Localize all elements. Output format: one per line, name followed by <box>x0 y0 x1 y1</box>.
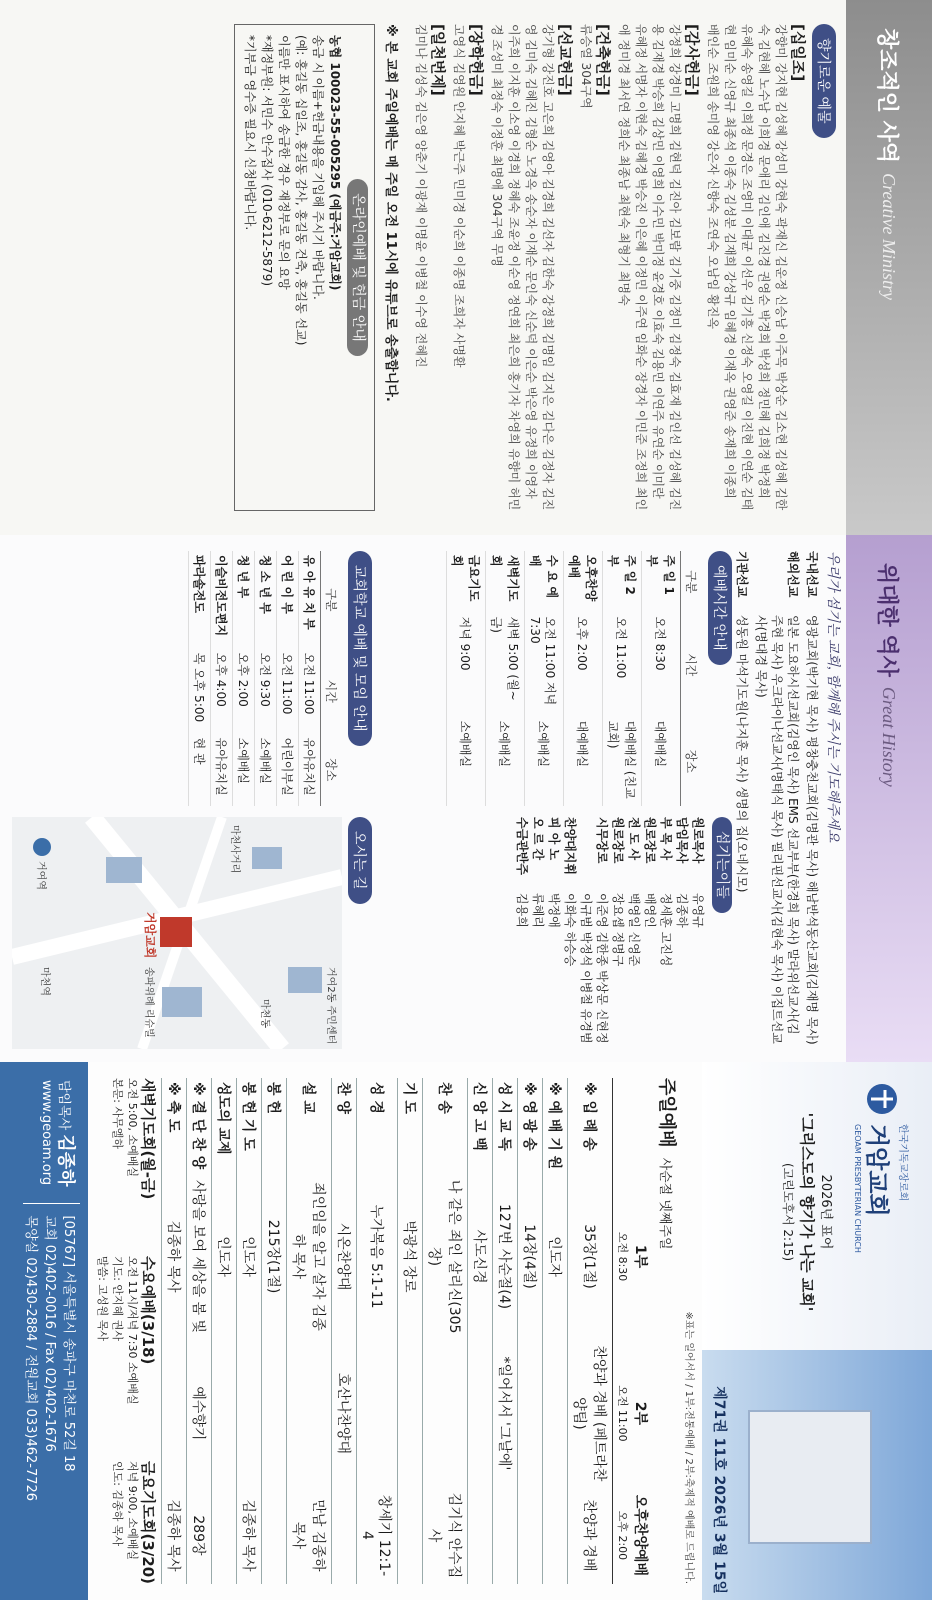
server-names: 이화숙 하승승 <box>563 893 577 967</box>
service-col-name: 1부 <box>632 1244 648 1269</box>
online-line: 송금 시 이름+헌금내용을 기입해 주시기 바랍니다. <box>311 35 325 300</box>
offering-group-heading: [선교헌금] <box>556 24 574 96</box>
year-motto: '그리스도의 향기가 나는 교회' <box>798 1112 816 1312</box>
church-name: 거암교회 <box>863 1124 891 1217</box>
order-cell <box>237 1340 262 1487</box>
prayer-line: 인도: 김종하 목사 <box>111 1461 124 1547</box>
cell: 대예배실 <box>642 717 681 806</box>
panel-title: 위대한 역사 <box>874 563 900 677</box>
worship-time-tag: 예배시간 안내 <box>708 551 732 665</box>
table-row <box>486 551 525 806</box>
issue-line: 제71권 11호 2026년 3월 15일 <box>711 1386 727 1594</box>
offering-tag: 향기로운 예물 <box>812 24 836 138</box>
offering-group-heading: [일천번제] <box>429 24 447 96</box>
order-cell <box>518 1340 543 1487</box>
order-label: 봉 헌 기 도 <box>237 1078 262 1173</box>
prayer-meeting <box>95 1078 155 1199</box>
cell: 유아유치실 <box>299 734 321 806</box>
cell: 어린이부실 <box>277 734 299 806</box>
offering-names: 김미나 김성숙 김은영 양춘기 이광재 이명윤 이병철 이수영 전혜진 <box>414 24 428 368</box>
server-row <box>530 817 546 1047</box>
col-header: 장소 <box>321 734 343 806</box>
address: [05767] 서울특별시 송파구 마천로 52길 18 <box>61 1215 76 1472</box>
order-cell: 나 같은 죄인 살리신(305장) <box>423 1173 468 1340</box>
offering-names: 강정희 강경미 고명희 김현덕 김진아 김보람 김기중 김정미 김정숙 김효재 김인선 김성혜 김진용 김재경 박승희 김상민 이영희 이수민 박미정 윤경호 이효숙 김용민 이연주 유연순 이미란 유혜정 서명자 이현숙 김혜경 박승진 이은혜 이정민 이주연 임화순 장경자 이민준 조정희 최인애 정미경 최서연 정희순 최종남 최현숙 최형기 최명숙 <box>617 24 682 511</box>
order-cell: 35장(1절) <box>568 1173 613 1340</box>
pastor-label: 담임목사 <box>56 1080 71 1131</box>
cell: 현 관 <box>189 734 211 806</box>
server-row <box>514 817 530 1047</box>
order-cell <box>423 1340 468 1487</box>
servers-list <box>514 817 706 1047</box>
mission-row <box>753 551 801 1046</box>
server-row <box>690 817 706 1047</box>
worship-time-block <box>446 551 732 806</box>
phone-secondary: 목양실 02)430-2884 / 전원교회 033)462-7726 <box>23 1215 38 1502</box>
table-row <box>189 551 211 806</box>
school-table <box>188 551 342 806</box>
cell: 목 오후 5:00 <box>189 649 211 734</box>
table-row <box>564 551 603 806</box>
online-title: 온라인예배 및 헌금 안내 <box>347 179 368 356</box>
server-names: 박정애 <box>547 893 561 928</box>
table-row <box>299 551 321 806</box>
prayer-line: 말씀: 고성원 목사 <box>96 1255 109 1342</box>
cell: 오전 11:00 저녁 7:30 <box>525 613 564 717</box>
order-cell <box>332 1487 357 1584</box>
history-panel <box>0 535 932 1062</box>
order-cell: 인도자 <box>543 1173 568 1340</box>
phone: 교회 02)402-0016 / Fax 02)402-1676 <box>42 1215 57 1452</box>
map-label: 마천역 <box>39 967 50 996</box>
order-cell: 찬양과 경배 (페트라찬양팀) <box>568 1340 613 1487</box>
table-row <box>603 551 642 806</box>
order-cell: 14장(4절) <box>518 1173 543 1340</box>
server-row <box>626 817 642 1047</box>
offering-names: 고영식 김영원 안지혜 박근주 민미경 이순희 이종명 조희자 사명환 <box>452 24 466 368</box>
service-col-time: 오전 11:00 <box>616 1385 629 1442</box>
server-row <box>546 817 562 1047</box>
offering-list <box>234 0 846 535</box>
mission-text: 성동원 마석기도원(나지훈 목사) 생명의 집(오네시모) <box>735 615 749 893</box>
map-label: 거암교회 <box>143 912 157 959</box>
motto-reference: (고린도후서 2:15) <box>781 1162 795 1262</box>
prayer-time: 오전 11시/저녁 7:30 소예배실 <box>126 1255 139 1405</box>
online-line: (예: 홍길동 십일조, 홍길동 감사, 홍길동 건축, 홍길동 선교) <box>294 35 308 346</box>
building-icon <box>162 987 202 1017</box>
order-row <box>493 1078 518 1584</box>
map-label: 마천사거리 <box>229 825 240 874</box>
row-label: 새벽기도회 <box>486 551 525 613</box>
cover-header <box>702 1062 932 1600</box>
cell: 오전 11:00 <box>603 613 642 717</box>
panel-title-en: Creative Ministry <box>879 173 900 300</box>
service-subtitle: 사순절 넷째주일 <box>657 1157 672 1250</box>
order-cell: 289장 <box>187 1487 212 1584</box>
mission-text: 일본 도요하시선교회(김영인 목사) EMS 선교부부(한경희 목사) 말라위선교사(김주현 목사) 우크라이나선교사(명태식 목사) 필리핀선교사(김현숙 목사) 이집트선교사(명대경 목사) <box>754 615 800 1044</box>
server-role: 피 아 노 <box>547 817 561 861</box>
order-label: ※ 축 도 <box>162 1078 187 1173</box>
order-row <box>162 1078 187 1584</box>
offering-group-heading: [십일조] <box>789 24 807 82</box>
row-label: 파라솔전도 <box>189 551 211 649</box>
server-role: 원로목사 <box>691 817 705 864</box>
col-header: 시간 <box>681 613 703 717</box>
server-role: 부 목 사 <box>659 817 673 861</box>
cell: 오전 8:30 <box>642 613 681 717</box>
order-row <box>287 1078 332 1584</box>
map-label: 마천동 <box>259 999 270 1028</box>
server-row <box>642 817 658 1047</box>
col-header: 장소 <box>681 717 703 806</box>
cell: 오전 11:00 <box>299 649 321 734</box>
prayer-title: 금요기도회(3/20) <box>139 1461 157 1584</box>
col-header: 구분 <box>321 551 343 649</box>
church-name-en: GEOAM PRESBYTERIAN CHURCH <box>853 1124 862 1253</box>
col-header: 시간 <box>321 649 343 734</box>
order-row <box>187 1078 212 1584</box>
server-role: 오 르 간 <box>531 817 545 861</box>
order-row <box>237 1078 262 1584</box>
service-title: 주일예배 <box>656 1078 677 1148</box>
online-offering-box <box>234 24 375 511</box>
cell: 저녁 9:00 <box>447 613 486 717</box>
great-history-band <box>846 535 932 1062</box>
mission-row <box>804 551 820 1046</box>
order-label: 기 도 <box>398 1078 423 1173</box>
order-label: 성 시 교 독 <box>493 1078 518 1173</box>
youtube-notice: ※ 본 교회 주일예배는 매 주일 오전 11시에 유튜브로 송출합니다. <box>383 24 398 402</box>
order-cell <box>468 1340 493 1487</box>
server-role: 담임목사 <box>675 817 689 864</box>
church-marker-icon <box>160 917 192 947</box>
server-role: 원로장로 <box>643 817 657 864</box>
church-footer <box>0 1062 88 1600</box>
order-cell: 김종하 목사 <box>162 1173 187 1340</box>
offering-group <box>577 24 611 511</box>
order-cell: 김기식 안수집사 <box>423 1487 468 1584</box>
order-label: ※ 영 광 송 <box>518 1078 543 1173</box>
prayer-title: 새벽기도회(월-금) <box>139 1078 157 1200</box>
row-label: 오후찬양예배 <box>564 551 603 613</box>
order-cell: 사도신경 <box>468 1173 493 1340</box>
server-role: 전 도 사 <box>627 817 641 861</box>
subway-icon <box>33 838 51 856</box>
servers-block <box>514 817 732 1047</box>
order-cell: *일어서서 '그날에' <box>493 1340 518 1487</box>
offering-names: 류승열 304구역 <box>579 24 593 109</box>
map-label: 송파위례 리슈빌 <box>143 967 154 1038</box>
order-cell <box>543 1340 568 1487</box>
table-row <box>277 551 299 806</box>
map-label: 거여2동 주민센터 <box>325 967 336 1045</box>
school-tag: 교회학교 예배 및 모임 안내 <box>348 551 372 746</box>
order-label: 신 앙 고 백 <box>468 1078 493 1173</box>
order-cell <box>212 1340 237 1487</box>
worship-order-panel <box>0 1062 932 1600</box>
cell: 유아유치실 <box>211 734 233 806</box>
building-icon <box>288 967 322 993</box>
prayer-title: 수요예배(3/18) <box>139 1255 157 1365</box>
order-row <box>518 1078 543 1584</box>
row-label: 청 소 년 부 <box>255 551 277 649</box>
server-row <box>610 817 626 1047</box>
motto-label: 2026년 표어 <box>818 1174 833 1250</box>
offering-group <box>704 24 806 511</box>
order-label: 성 경 <box>357 1078 398 1173</box>
order-label: 설 교 <box>287 1078 332 1173</box>
server-names: 정세훈 고진성 <box>659 893 673 967</box>
church-logo-icon <box>866 1082 900 1116</box>
directions-tag: 오시는 길 <box>348 817 372 904</box>
order-cell <box>262 1340 287 1487</box>
order-cell: 인도자 <box>237 1173 262 1340</box>
order-row <box>262 1078 287 1584</box>
cell: 오전 9:30 <box>255 649 277 734</box>
prayer-line: 본문: 사무엘하 <box>111 1078 124 1149</box>
server-names: 장요셉 정명구 <box>611 893 625 967</box>
worship-time-table <box>446 551 702 806</box>
cell: 소예배실 <box>233 734 255 806</box>
bank-account: 농협 100023-55-005295 (예금주:거암교회) <box>328 35 342 291</box>
table-row <box>447 551 486 806</box>
server-role: 수금관반주 <box>515 817 529 875</box>
order-cell <box>518 1487 543 1584</box>
offering-names: 강향미 강지현 김성혜 강성미 강현숙 곽재신 김운정 신승남 이주목 박상순 김소현 김성혜 김한숙 김현혜 노수남 이희경 문애리 김인애 김진경 권영순 박경희 박성희 정민혜 김희정 박정희 유혜숙 송영길 이희정 문경은 조영미 이대균 이선우 김기흥 신정숙 오영길 이진현 이연순 김태현 임미순 신영규 최종석 이종숙 김성분 김재희 강성규 임혜경 이재옥 권영준 송재희 이종희 배인순 조원희 송미영 강은자 신향숙 조연숙 오남임 황진옥 <box>706 24 788 511</box>
prayer-request-line: 우리가 섬기는 교회, 함께해 주시는 기도해주세요 <box>825 551 840 843</box>
server-names: 유영규 <box>691 893 705 928</box>
order-cell: 죄인임을 알고 살자 김종하 목사 <box>287 1173 332 1340</box>
denomination: 한국기독교장로회 <box>897 1124 908 1202</box>
prayer-time: 저녁 9:00, 소예배실 <box>126 1461 139 1560</box>
order-label: 찬 송 <box>423 1078 468 1173</box>
online-line: *기부금 영수증 필요시 신청바랍니다. <box>243 35 257 231</box>
order-cell <box>493 1487 518 1584</box>
offering-group <box>488 24 573 511</box>
order-cell <box>287 1340 332 1487</box>
server-row <box>578 817 610 1047</box>
server-names: 배영인 <box>643 893 657 928</box>
directions-map <box>12 817 342 1049</box>
website: www.geoam.org <box>39 1080 54 1186</box>
cell: 대예배실 <box>564 717 603 806</box>
order-cell: 찬양과 경배 <box>568 1487 613 1584</box>
order-row <box>212 1078 237 1584</box>
row-label: 어 린 이 부 <box>277 551 299 649</box>
mission-text: 영광교회(박기현 목사) 평창충천교회(김명관 목사) 해남반석동산교회(김재명 목사) <box>805 615 819 1045</box>
order-row <box>398 1078 423 1584</box>
prayer-meetings <box>95 1078 155 1584</box>
server-role: 시무장로 <box>595 817 609 864</box>
order-cell: 인도자 <box>212 1173 237 1340</box>
order-cell: 127번 사순절(4) <box>493 1173 518 1340</box>
offering-group-heading: [감사헌금] <box>683 24 701 96</box>
mission-label: 해외선교 <box>786 551 800 598</box>
server-names: 김종하 <box>675 893 689 928</box>
offering-group <box>615 24 700 511</box>
order-row <box>468 1078 493 1584</box>
cell: 오후 4:00 <box>211 649 233 734</box>
service-col-name: 오후찬양예배 <box>632 1494 648 1577</box>
service-col-time: 오후 2:00 <box>616 1510 629 1561</box>
row-label: 이슬비전도편지 <box>211 551 233 649</box>
row-label: 유 아 유 치 부 <box>299 551 321 649</box>
order-cell: 예수향기 <box>187 1340 212 1487</box>
server-names: 김용희 <box>515 893 529 928</box>
creative-ministry-band <box>846 0 932 535</box>
order-cell <box>357 1340 398 1487</box>
table-row <box>642 551 681 806</box>
offering-group-heading: [건축헌금] <box>594 24 612 96</box>
server-names: 류혜리 <box>531 893 545 928</box>
panel-title: 창조적인 사역 <box>874 28 900 164</box>
table-row <box>233 551 255 806</box>
cell: 오후 2:00 <box>564 613 603 717</box>
order-cell <box>398 1340 423 1487</box>
server-role: 찬양대지휘 <box>563 817 577 875</box>
order-cell: 호산나찬양대 <box>332 1340 357 1487</box>
offering-panel <box>0 0 932 535</box>
prayer-time: 오전 5:00, 소예배실 <box>126 1078 139 1177</box>
cell: 소예배실 <box>447 717 486 806</box>
school-block <box>188 551 372 806</box>
server-names: 이준영 김한종 박상문 신현정 이규범 박정석 이병철 유경범 <box>579 893 609 1044</box>
order-row <box>332 1078 357 1584</box>
order-label: ※ 결 단 찬 양 <box>187 1078 212 1173</box>
building-icon <box>106 857 142 883</box>
order-cell: 김종하 목사 <box>237 1487 262 1584</box>
table-row <box>525 551 564 806</box>
order-cell: 만남 김종하 목사 <box>287 1487 332 1584</box>
order-cell: 시온찬양대 <box>332 1173 357 1340</box>
service-col-time: 오전 8:30 <box>616 1231 629 1282</box>
server-row <box>674 817 690 1047</box>
cell: 새벽 5:00 (월~금) <box>486 613 525 717</box>
order-cell: 창세기 12:1-4 <box>357 1487 398 1584</box>
online-line: 이름만 표시하여 송금한 경우 재정부로 문의 요망 <box>277 35 291 290</box>
offering-group-heading: [장학헌금] <box>467 24 485 96</box>
order-cell <box>212 1487 237 1584</box>
server-role: 원로장로 <box>611 817 625 864</box>
cell: 소예배실 <box>525 717 564 806</box>
worship-order-table <box>161 1078 653 1584</box>
order-row <box>568 1078 613 1584</box>
prayer-meeting <box>95 1461 155 1584</box>
order-label: 성도의 교제 <box>212 1078 237 1173</box>
order-cell: 누가복음 5:1-11 <box>357 1173 398 1340</box>
row-label: 청 년 부 <box>233 551 255 649</box>
order-cell <box>162 1340 187 1487</box>
row-label: 주 일 2 부 <box>603 551 642 613</box>
order-cell: 215장(1절) <box>262 1173 287 1340</box>
server-row <box>658 817 674 1047</box>
panel-title-en: Great History <box>879 686 900 787</box>
order-cell: 사랑을 보여 세상을 봄 빛 <box>187 1173 212 1340</box>
servers-tag: 섬기는이들 <box>712 817 732 913</box>
mission-list <box>734 551 820 1046</box>
prayer-line: 기도: 안지혜 권사 <box>111 1255 124 1342</box>
service-col-name: 2부 <box>632 1401 648 1426</box>
order-row <box>543 1078 568 1584</box>
directions-block <box>12 817 372 1049</box>
table-row <box>255 551 277 806</box>
row-label: 금요기도회 <box>447 551 486 613</box>
cell: 소예배실 <box>255 734 277 806</box>
row-label: 주 일 1 부 <box>642 551 681 613</box>
offering-group <box>450 24 484 511</box>
cell: 소예배실 <box>486 717 525 806</box>
table-row <box>211 551 233 806</box>
server-row <box>562 817 578 1047</box>
order-cell <box>262 1487 287 1584</box>
order-row <box>423 1078 468 1584</box>
online-line: *재정부원: 서민수 안수집사 (010-6212-5879) <box>260 35 274 287</box>
pastor-name: 김종하 <box>55 1134 76 1187</box>
mission-row <box>734 551 750 1046</box>
church-identity <box>780 1082 912 1342</box>
col-header: 구분 <box>681 551 703 613</box>
row-label: 수 요 예 배 <box>525 551 564 613</box>
order-cell: 박광석 장로 <box>398 1173 423 1340</box>
order-cell <box>398 1487 423 1584</box>
cell: 오전 11:00 <box>277 649 299 734</box>
order-label: 봉 헌 <box>262 1078 287 1173</box>
map-label: 거여역 <box>35 861 46 890</box>
order-row <box>357 1078 398 1584</box>
prayer-meeting <box>95 1256 155 1405</box>
church-building-photo <box>702 1350 932 1600</box>
cell: 오후 2:00 <box>233 649 255 734</box>
order-label: 찬 양 <box>332 1078 357 1173</box>
offering-group <box>412 24 446 511</box>
order-cell: 김종하 목사 <box>162 1487 187 1584</box>
mission-label: 국내선교 <box>805 551 819 598</box>
order-cell <box>543 1487 568 1584</box>
offering-groups <box>412 24 806 511</box>
offering-names: 강기형 강진호 고은희 김영아 김경희 김선자 김한숙 강정희 김명임 김지은 김다은 김정자 김진영 김미숙 김혜진 김형순 노경옥 송순자 이재순 문인숙 신순덕 이은순 박은영 유정희 이영자 이주희 이지훈 이소영 이경희 정혜숙 조윤정 이순영 정연희 최은희 홍기자 차영희 유향미 허민경 조성미 최정숙 이정훈 최명애 304구역 무명 <box>490 24 555 511</box>
server-names: 백영일 신영준 <box>627 893 641 967</box>
order-cell <box>468 1487 493 1584</box>
order-label: ※ 예 배 기 원 <box>543 1078 568 1173</box>
building-icon <box>252 847 282 869</box>
standing-note: ※표는 일어서서 / 1부:전통예배 / 2부:축제적 예배로 드립니다. <box>683 1311 694 1584</box>
order-label: ※ 입 례 송 <box>568 1078 613 1173</box>
mission-label: 기관선교 <box>735 551 749 598</box>
cell: 대예배실 (친교교회) <box>603 717 642 806</box>
